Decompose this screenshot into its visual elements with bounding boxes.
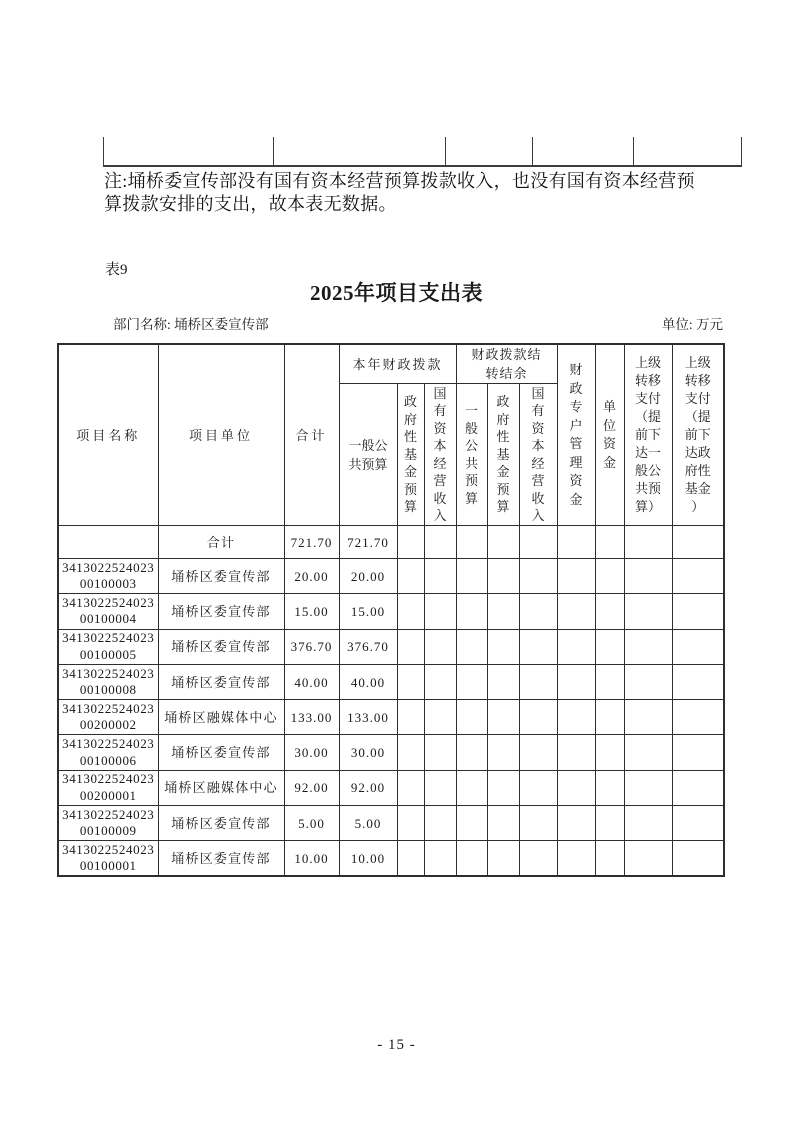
carryover-gov-fund-budget-header: 政府性基金预算 [487, 384, 519, 526]
project-unit-cell: 埇桥区融媒体中心 [158, 700, 284, 735]
carryover-group-label: 财政拨款结转结余 [471, 347, 542, 381]
total-cell: 10.00 [284, 841, 339, 876]
table-body [58, 526, 724, 877]
empty-cell [397, 770, 424, 805]
empty-cell [519, 594, 557, 629]
empty-cell [672, 559, 724, 594]
empty-cell [397, 594, 424, 629]
general-public-budget-cell: 376.70 [339, 629, 397, 664]
note-text: 注:埇桥委宣传部没有国有资本经营预算拨款收入，也没有国有资本经营预算拨款安排的支出，故本表无数据。 [104, 171, 695, 214]
table-row [58, 841, 724, 876]
total-cell: 376.70 [284, 629, 339, 664]
empty-cell [424, 841, 456, 876]
empty-cell [487, 664, 519, 699]
carryover-group-header [456, 344, 557, 384]
table-row [58, 735, 724, 770]
empty-cell [672, 806, 724, 841]
empty-cell [595, 629, 624, 664]
empty-cell [624, 594, 672, 629]
empty-cell [397, 526, 424, 559]
project-unit-cell: 合计 [158, 526, 284, 559]
fragment-cell [273, 137, 445, 165]
empty-cell [624, 700, 672, 735]
total-cell: 133.00 [284, 700, 339, 735]
empty-cell [487, 526, 519, 559]
empty-cell [595, 526, 624, 559]
fragment-cell [532, 137, 633, 165]
empty-cell [424, 526, 456, 559]
empty-cell [456, 735, 487, 770]
empty-cell [624, 526, 672, 559]
empty-cell [487, 629, 519, 664]
empty-cell [397, 700, 424, 735]
project-code-cell: 3413022524023 00100006 [58, 735, 158, 770]
empty-cell [424, 664, 456, 699]
empty-cell [424, 559, 456, 594]
general-public-budget-cell: 15.00 [339, 594, 397, 629]
transfer-gov-fund-header: 上级转移支付（提前下达政府性基金） [672, 344, 724, 526]
table-row [58, 700, 724, 735]
empty-cell [456, 664, 487, 699]
total-header: 合计 [284, 344, 339, 526]
empty-cell [397, 841, 424, 876]
project-code-cell [58, 526, 158, 559]
empty-cell [595, 806, 624, 841]
empty-cell [624, 559, 672, 594]
table-header [58, 344, 724, 526]
empty-cell [424, 594, 456, 629]
empty-cell [519, 629, 557, 664]
gov-fund-budget-header: 政府性基金预算 [397, 384, 424, 526]
empty-cell [487, 594, 519, 629]
carryover-general-public-budget-header: 一般公共预算 [456, 384, 487, 526]
current-year-appropriation-group-header: 本年财政拨款 [339, 344, 456, 384]
empty-cell [519, 841, 557, 876]
project-unit-cell: 埇桥区委宣传部 [158, 841, 284, 876]
total-cell: 721.70 [284, 526, 339, 559]
empty-cell [624, 770, 672, 805]
empty-cell [624, 664, 672, 699]
empty-cell [456, 559, 487, 594]
empty-cell [557, 806, 595, 841]
table-meta [57, 313, 723, 333]
empty-cell [456, 770, 487, 805]
empty-cell [487, 806, 519, 841]
unit-label: 单位: 万元 [661, 317, 723, 332]
table-row [58, 629, 724, 664]
empty-cell [487, 841, 519, 876]
empty-cell [487, 735, 519, 770]
empty-cell [397, 735, 424, 770]
project-unit-header: 项目单位 [158, 344, 284, 526]
empty-cell [672, 664, 724, 699]
empty-cell [595, 700, 624, 735]
empty-cell [672, 770, 724, 805]
empty-cell [595, 559, 624, 594]
empty-cell [557, 559, 595, 594]
total-cell: 15.00 [284, 594, 339, 629]
project-expenditure-table [57, 343, 725, 877]
empty-cell [397, 806, 424, 841]
empty-cell [519, 700, 557, 735]
empty-cell [519, 735, 557, 770]
fragment-cell [103, 137, 273, 165]
empty-cell [672, 735, 724, 770]
general-public-budget-cell: 5.00 [339, 806, 397, 841]
empty-cell [595, 594, 624, 629]
empty-cell [557, 841, 595, 876]
previous-table-fragment [103, 137, 742, 167]
fragment-cell [445, 137, 532, 165]
empty-cell [672, 594, 724, 629]
total-cell: 40.00 [284, 664, 339, 699]
project-code-cell: 3413022524023 00100009 [58, 806, 158, 841]
total-row [58, 526, 724, 559]
total-cell: 30.00 [284, 735, 339, 770]
fiscal-special-account-header: 财政专户管理资金 [557, 344, 595, 526]
project-unit-cell: 埇桥区委宣传部 [158, 664, 284, 699]
empty-cell [672, 841, 724, 876]
page-title: 2025年项目支出表 [310, 281, 483, 305]
empty-cell [624, 806, 672, 841]
empty-cell [424, 735, 456, 770]
state-capital-income-header: 国有资本经营收入 [424, 384, 456, 526]
project-unit-cell: 埇桥区委宣传部 [158, 629, 284, 664]
empty-cell [424, 700, 456, 735]
project-code-cell: 3413022524023 00100004 [58, 594, 158, 629]
table-number-label: 表9 [105, 262, 128, 278]
empty-cell [595, 770, 624, 805]
project-code-cell: 3413022524023 00100001 [58, 841, 158, 876]
general-public-budget-cell: 20.00 [339, 559, 397, 594]
department-name-label: 部门名称: 埇桥区委宣传部 [113, 317, 269, 332]
project-unit-cell: 埇桥区融媒体中心 [158, 770, 284, 805]
project-unit-cell: 埇桥区委宣传部 [158, 735, 284, 770]
empty-cell [456, 526, 487, 559]
total-cell: 20.00 [284, 559, 339, 594]
table-row [58, 594, 724, 629]
empty-cell [456, 700, 487, 735]
project-code-cell: 3413022524023 00100003 [58, 559, 158, 594]
project-code-cell: 3413022524023 00200002 [58, 700, 158, 735]
empty-cell [487, 700, 519, 735]
empty-cell [557, 735, 595, 770]
empty-cell [397, 559, 424, 594]
fragment-cell [633, 137, 742, 165]
project-unit-cell: 埇桥区委宣传部 [158, 559, 284, 594]
empty-cell [487, 559, 519, 594]
total-cell: 92.00 [284, 770, 339, 805]
total-cell: 5.00 [284, 806, 339, 841]
table-row [58, 770, 724, 805]
general-public-budget-cell: 721.70 [339, 526, 397, 559]
empty-cell [519, 770, 557, 805]
empty-cell [519, 806, 557, 841]
empty-cell [557, 700, 595, 735]
empty-cell [624, 629, 672, 664]
empty-cell [424, 770, 456, 805]
empty-cell [595, 664, 624, 699]
empty-cell [672, 526, 724, 559]
project-unit-cell: 埇桥区委宣传部 [158, 594, 284, 629]
empty-cell [557, 770, 595, 805]
empty-cell [456, 806, 487, 841]
page-number: - 15 - [377, 1037, 416, 1053]
empty-cell [424, 806, 456, 841]
empty-cell [519, 559, 557, 594]
unit-funds-header: 单位资金 [595, 344, 624, 526]
empty-cell [624, 735, 672, 770]
project-code-cell: 3413022524023 00100008 [58, 664, 158, 699]
table-row [58, 664, 724, 699]
general-public-budget-cell: 133.00 [339, 700, 397, 735]
empty-cell [672, 700, 724, 735]
general-public-budget-cell: 30.00 [339, 735, 397, 770]
general-public-budget-header: 一般公共预算 [339, 384, 397, 526]
empty-cell [595, 841, 624, 876]
general-public-budget-cell: 10.00 [339, 841, 397, 876]
project-unit-cell: 埇桥区委宣传部 [158, 806, 284, 841]
general-public-budget-cell: 92.00 [339, 770, 397, 805]
general-public-budget-cell: 40.00 [339, 664, 397, 699]
carryover-state-capital-income-header: 国有资本经营收入 [519, 384, 557, 526]
empty-cell [557, 526, 595, 559]
empty-cell [519, 664, 557, 699]
transfer-general-budget-header: 上级转移支付（提前下达一般公共预算） [624, 344, 672, 526]
project-name-header: 项目名称 [58, 344, 158, 526]
empty-cell [397, 629, 424, 664]
empty-cell [624, 841, 672, 876]
project-code-cell: 3413022524023 00100005 [58, 629, 158, 664]
empty-cell [456, 594, 487, 629]
empty-cell [557, 664, 595, 699]
project-code-cell: 3413022524023 00200001 [58, 770, 158, 805]
table-row [58, 806, 724, 841]
empty-cell [424, 629, 456, 664]
empty-cell [557, 594, 595, 629]
empty-cell [595, 735, 624, 770]
empty-cell [456, 841, 487, 876]
empty-cell [456, 629, 487, 664]
empty-cell [672, 629, 724, 664]
empty-cell [487, 770, 519, 805]
empty-cell [519, 526, 557, 559]
empty-cell [397, 664, 424, 699]
table-row [58, 559, 724, 594]
empty-cell [557, 629, 595, 664]
